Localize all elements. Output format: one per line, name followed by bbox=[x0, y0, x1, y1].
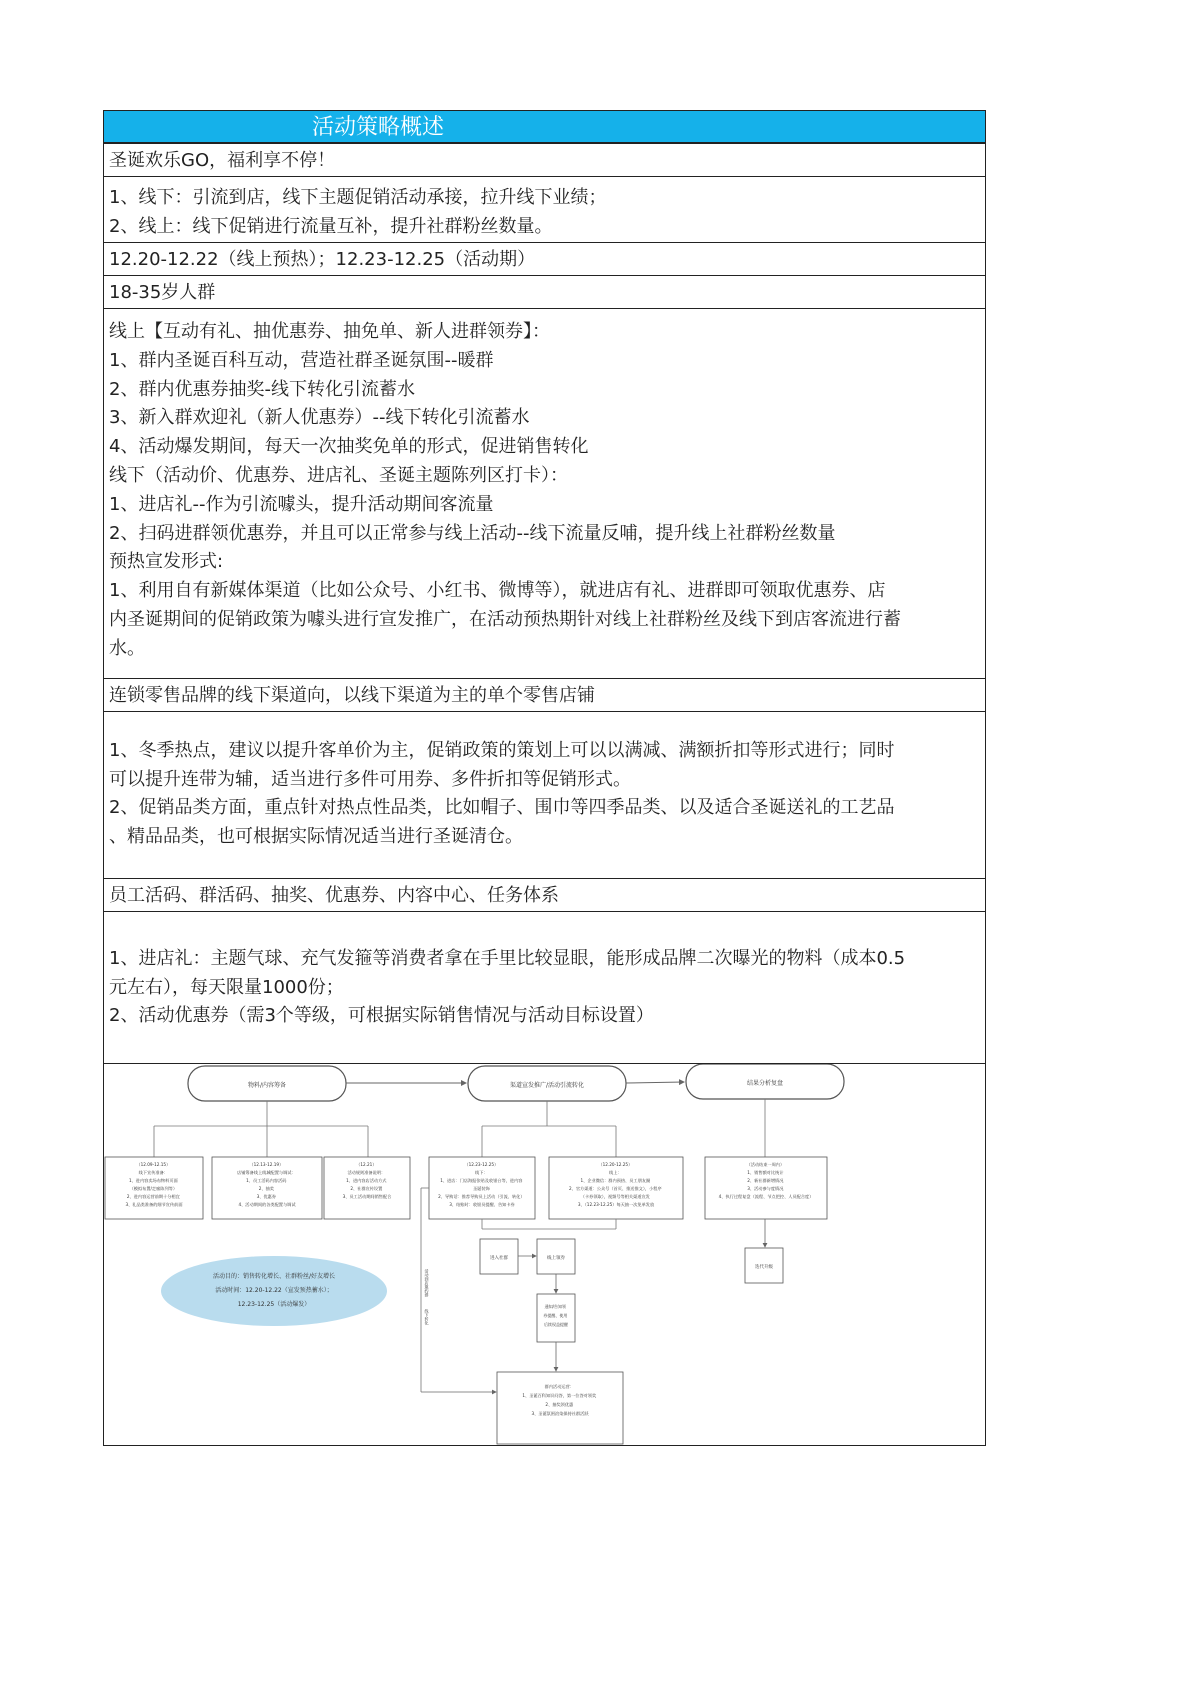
theme-row bbox=[104, 143, 985, 176]
reminder-box bbox=[537, 1294, 575, 1342]
group-ops-box bbox=[497, 1372, 623, 1444]
material-line: 元左右），每天限量1000份； bbox=[109, 976, 344, 998]
suggestion-line: 、精品品类，也可根据实际情况适当进行圣诞清仓。 bbox=[109, 825, 523, 847]
offline-box-text: （12.23-12.25） 线下： 1、进店：门店海报张贴及收银台等，进内容 圣诞装饰 2、导购话：推荐导购员上活动（引流、转化） 3、结账时：收银员提醒、告知卡券 bbox=[438, 1162, 525, 1207]
flowchart-row bbox=[104, 1063, 985, 1445]
sheet-title: 活动策略概述 bbox=[103, 110, 986, 143]
strategy-line: 2、扫码进群领优惠券，并且可以正常参与线上活动--线下流量反哺，提升线上社群粉丝数量 bbox=[109, 522, 836, 544]
time-text-2: 12.23-12.25（活动爆发） bbox=[237, 1301, 311, 1308]
audience-row bbox=[104, 275, 985, 308]
prep-box-2-text: （12.13-12.19） 店铺筹备线上线城配置与调试： 1、员工活码内容活码 2、抽奖 3、优惠券 4、活动期间的各类配置与调试 bbox=[237, 1162, 296, 1207]
stage1-label: 物料/内容筹备 bbox=[247, 1082, 287, 1089]
group-ops-text: 群内活动运营： 1、圣诞百科知识问答，第一位答对领奖 2、抽奖领优惠 3、圣诞氛围渲染保持社群活跃 bbox=[522, 1384, 597, 1416]
audience-text: 18-35岁人群 bbox=[109, 282, 216, 303]
theme-text: 圣诞欢乐GO，福利享不停！ bbox=[109, 150, 336, 171]
online-coupon-label: 线上领券 bbox=[547, 1256, 565, 1261]
tools-text: 员工活码、群活码、抽奖、优惠券、内容中心、任务体系 bbox=[109, 885, 559, 906]
strategy-line: 线上【互动有礼、抽优惠券、抽免单、新人进群领券】： bbox=[109, 321, 550, 342]
stage2-label: 渠道宣发推广/活动引流转化 bbox=[509, 1082, 585, 1089]
strategy-line: 内圣诞期间的促销政策为噱头进行宣发推广，在活动预热期针对线上社群粉丝及线下到店客流进行蓄 bbox=[109, 608, 901, 630]
side-label-left: 活动到店邀约群 bbox=[424, 1269, 430, 1297]
time-text-1: 活动时间：12.20-12.22（宣发预热蓄水）； bbox=[215, 1287, 333, 1294]
material-line: 2、活动优惠券（需3个等级，可根据实际销售情况与活动目标设置） bbox=[109, 1005, 654, 1026]
objective-line: 2、线上：线下促销进行流量互补，提升社群粉丝数量。 bbox=[109, 216, 553, 237]
suggestion-line: 2、促销品类方面，重点针对热点性品类，比如帽子、围巾等四季品类、以及适合圣诞送礼的工艺品 bbox=[109, 797, 895, 818]
strategy-line: 线下（活动价、优惠券、进店礼、圣诞主题陈列区打卡）： bbox=[109, 464, 568, 486]
strategy-line: 预热宣发形式: bbox=[109, 551, 224, 573]
iterate-label: 迭代升级 bbox=[755, 1265, 773, 1270]
review-box-text: （活动结束一周内） 1、销售额对比统计 2、新社群新增情况 3、活动参与度情况 4、执行过程复盘（流程、节点把控、人员配合度） bbox=[718, 1162, 814, 1199]
strategy-line: 1、利用自有新媒体渠道（比如公众号、小红书、微博等），就进店有礼、进群即可领取优惠券、店 bbox=[109, 580, 886, 602]
strategy-line: 1、群内圣诞百科互动，营造社群圣诞氛围--暖群 bbox=[109, 349, 494, 371]
flowchart bbox=[104, 1064, 985, 1446]
side-label-right: 线下转化 bbox=[424, 1309, 430, 1325]
prep-box-1-text: （12.09-12.15） 线下宣传准备： 1、进内容卖场布物料页面 （模拟布置/走廊陈列等） 2、进内容运营前期十分相宜 3、礼品类准备的细节宣传前面 bbox=[125, 1162, 183, 1207]
reminder-text: 通知/告知领 券提醒、使用 后续权益提醒 bbox=[543, 1304, 568, 1327]
period-text: 12.20-12.22（线上预热）；12.23-12.25（活动期） bbox=[109, 249, 536, 270]
prep-box-3-text: （12.21） 活动规则准备说明： 1、进内容店活动方式 2、社群宣传设置 3、员工活动期间销售配合 bbox=[342, 1162, 392, 1199]
objective-line: 1、线下：引流到店，线下主题促销活动承接，拉升线下业绩； bbox=[109, 187, 607, 208]
suggestion-line: 可以提升连带为辅，适当进行多件可用券、多件折扣等促销形式。 bbox=[109, 768, 631, 790]
add-group-label: 进入社群 bbox=[490, 1256, 508, 1261]
arrow-stage2-3 bbox=[626, 1082, 684, 1083]
strategy-sheet bbox=[103, 110, 986, 1446]
suggestions-row bbox=[104, 711, 985, 878]
strategy-line: 4、活动爆发期间，每天一次抽奖免单的形式，促进销售转化 bbox=[109, 436, 589, 458]
strategy-line: 1、进店礼--作为引流噱头，提升活动期间客流量 bbox=[109, 493, 494, 515]
strategy-row bbox=[104, 308, 985, 678]
material-line: 1、进店礼：主题气球、充气发箍等消费者拿在手里比较显眼，能形成品牌二次曝光的物料（成本0.5 bbox=[109, 948, 906, 969]
stage3-label: 结果分析复盘 bbox=[746, 1080, 784, 1087]
strategy-line: 2、群内优惠券抽奖-线下转化引流蓄水 bbox=[109, 378, 415, 400]
materials-row bbox=[104, 911, 985, 1063]
objectives-row bbox=[104, 176, 985, 242]
strategy-line: 3、新入群欢迎礼（新人优惠券）--线下转化引流蓄水 bbox=[109, 407, 530, 429]
goal-text: 活动目的：销售转化增长、社群粉丝/好友增长 bbox=[212, 1273, 336, 1280]
scene-text: 连锁零售品牌的线下渠道向，以线下渠道为主的单个零售店铺 bbox=[109, 685, 595, 706]
suggestion-line: 1、冬季热点，建议以提升客单价为主，促销政策的策划上可以以满减、满额折扣等形式进行；同时 bbox=[109, 740, 895, 761]
period-row bbox=[104, 242, 985, 275]
strategy-line: 水。 bbox=[109, 637, 145, 659]
scene-row bbox=[104, 678, 985, 711]
online-box-text: （12.20-12.25） 线上： 1、企业微信：群内预热、员工朋友圈 2、官方渠道：公众号（首页、推送推文），小程序 （卡券领取），视频号等相关渠道宣发 3、（12.23-12.25）每天抽一次免单发放 bbox=[568, 1162, 662, 1207]
tools-row bbox=[104, 878, 985, 911]
